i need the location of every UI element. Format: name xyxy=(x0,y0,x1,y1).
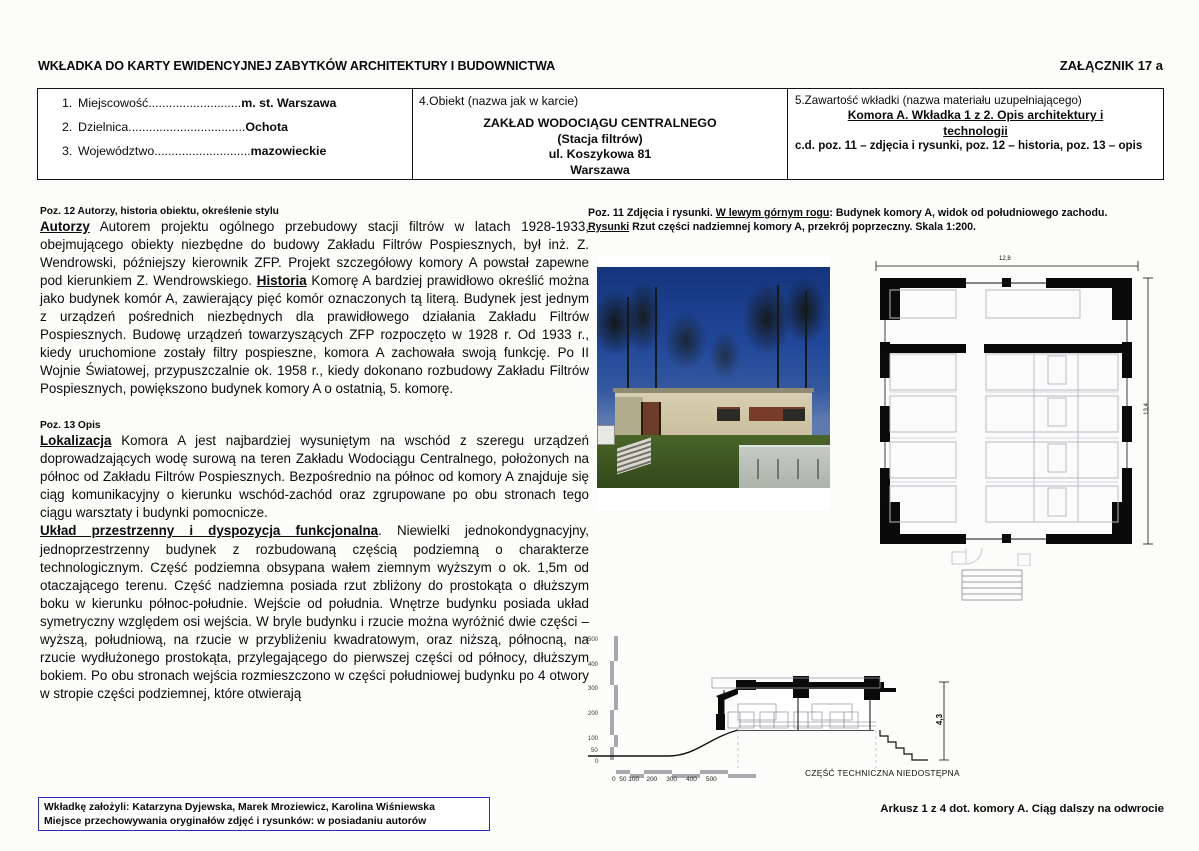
vscale-tick-0: 0 xyxy=(595,759,599,765)
row-number: 2. xyxy=(62,120,73,134)
annex-number: ZAŁĄCZNIK 17 a xyxy=(1059,58,1163,73)
photo-window xyxy=(749,407,783,421)
vscale-tick-100: 100 xyxy=(588,736,599,742)
row-label: Województwo xyxy=(78,144,155,158)
vscale-tick-300: 300 xyxy=(588,686,599,692)
photo-tree-trunk xyxy=(655,287,657,397)
photo-tree-trunk xyxy=(805,291,807,395)
photo-tree-trunk xyxy=(777,285,779,397)
footer-authors: Wkładkę założyli: Katarzyna Dyjewska, Marek Mroziewicz, Karolina Wiśniewska xyxy=(44,802,435,813)
object-name-block xyxy=(419,116,781,178)
identity-table xyxy=(37,88,1164,180)
floor-plan-drawing xyxy=(866,256,1156,566)
object-field-label: 4.Obiekt (nazwa jak w karcie) xyxy=(419,94,579,108)
row-value: Ochota xyxy=(245,120,289,134)
plan-width-dimension: 12,8 xyxy=(999,256,1011,262)
table-row xyxy=(48,144,402,158)
poz12-label: Poz. 12 Autorzy, historia obiektu, określenie stylu xyxy=(40,206,279,217)
poz13-paragraph xyxy=(40,432,589,702)
row-dots: ............................ xyxy=(154,144,251,158)
row-number: 3. xyxy=(62,144,73,158)
table-row xyxy=(48,120,402,134)
section-caption: CZĘŚĆ TECHNICZNA NIEDOSTĘPNA xyxy=(805,768,960,778)
poz11-line1-rest: : Budynek komory A, widok od południowego zachodu. xyxy=(829,207,1108,219)
right-figures-column xyxy=(588,207,1166,234)
poz11-line1 xyxy=(588,207,1166,221)
photo-concrete-wall xyxy=(739,445,830,488)
rysunki-text: Rzut części nadziemnej komory A, przekrój poprzeczny. Skala 1:200. xyxy=(629,220,976,233)
lokalizacja-text: Komora A jest najbardziej wysuniętym na wschód z szeregu urządzeń doprowadzających wodę surową na teren Zakładu Wodociągu Centralnego, położonych na północ od Zakładu Filtrów Pospiesznych. Bezpośrednio na północ od komory A znajduje się ciąg komunikacyjny o kierunku wschód-zachód oraz zgrupowane po obu stronach tego ciągu warsztaty i budynki pomocnicze. xyxy=(40,433,589,521)
content-title-line1: Komora A. Wkładka 1 z 2. Opis architektury i xyxy=(847,108,1104,123)
row-dots: ........................... xyxy=(148,96,242,110)
photo-entrance-door xyxy=(641,402,661,438)
autorzy-heading: Autorzy xyxy=(40,219,90,234)
left-text-column xyxy=(40,206,589,703)
poz11-label: Poz. 11 Zdjęcia i rysunki. xyxy=(588,207,713,219)
object-name: ZAKŁAD WODOCIĄGU CENTRALNEGO xyxy=(483,116,717,130)
photo-tree-trunk xyxy=(627,297,629,397)
photo-window xyxy=(783,407,805,421)
vscale-tick-50: 50 xyxy=(591,748,598,754)
content-title-line2: technologii xyxy=(943,123,1008,138)
row-label: Miejscowość xyxy=(78,96,149,110)
uklad-text: . Niewielki jednokondygnacyjny, jednoprzestrzenny budynek z rozbudowaną częścią podziemną o charakterze technologicznym. Część podziemna obsypana wałem ziemnym wyższym o ok. 1,5m od otaczającego terenu. Część nadziemna posiada rzut zbliżony do prostokąta o dłuższym boku w kierunku północ-południe. Wejście od południa. Wnętrze budynku posiada układ symetryczny względem osi wejścia. W bryle budynku i rzucie można wyróżnić dwie części – wyższą, południową, na rzucie w przybliżeniu kwadratowym, oraz niższą, północną, na rzucie wydłużonego prostokąta, przylegającego do pierwszej części od północy, dłuższym bokiem. Po obu stronach wejścia rozmieszczono w części południowej budynku po 4 otwory w stropie części podziemnej, które otwierają xyxy=(40,523,589,701)
autorzy-text: Autorem projektu ogólnego przebudowy stacji filtrów w latach 1928-1933, obejmującego obiekty niezbędne do budowy Zakładu Filtrów Pospiesznych, był inż. Z. Wendrowski, późniejszy kierownik ZFP. Projekt szczegółowy komory A powstał zapewne pod kierunkiem Z. Wendrowskiego. xyxy=(40,219,589,289)
vscale-tick-400: 400 xyxy=(588,662,599,668)
cross-section-drawing xyxy=(588,630,1166,783)
identity-cell-object xyxy=(413,89,788,179)
hscale-ticks: 0 50 100 200 300 400 500 xyxy=(612,776,717,783)
content-detail: c.d. poz. 11 – zdjęcia i rysunki, poz. 12 – historia, poz. 13 – opis xyxy=(795,139,1143,153)
photo-building-side xyxy=(615,397,643,439)
footer-storage: Miejsce przechowywania oryginałów zdjęć i rysunków: w posiadaniu autorów xyxy=(44,815,427,827)
rysunki-heading: Rysunki xyxy=(588,220,630,233)
footer-authors-box xyxy=(38,797,490,831)
content-field-label: 5.Zawartość wkładki (nazwa materiału uzupełniającego) xyxy=(795,94,1082,107)
page-title: WKŁADKA DO KARTY EWIDENCYJNEJ ZABYTKÓW ARCHITEKTURY I BUDOWNICTWA xyxy=(38,59,556,73)
row-value: mazowieckie xyxy=(250,144,327,158)
cross-section-svg xyxy=(588,630,1166,780)
vscale-tick-500: 500 xyxy=(588,637,599,643)
poz12-paragraph xyxy=(40,218,589,398)
photo-white-object xyxy=(597,425,615,445)
uklad-heading: Układ przestrzenny i dyspozycja funkcjonalna xyxy=(40,523,379,539)
vscale-tick-200: 200 xyxy=(588,711,599,717)
section-height-dimension: 4,3 xyxy=(935,713,945,726)
identity-cell-content xyxy=(788,89,1163,179)
lokalizacja-heading: Lokalizacja xyxy=(40,433,112,449)
photo-frame xyxy=(597,256,830,510)
row-label: Dzielnica xyxy=(78,120,129,134)
poz11-corner-underline: W lewym górnym rogu xyxy=(715,207,830,219)
row-number: 1. xyxy=(62,96,73,110)
table-row xyxy=(48,96,402,110)
row-dots: .................................. xyxy=(128,120,246,134)
poz13-label: Poz. 13 Opis xyxy=(40,420,101,432)
historia-heading: Historia xyxy=(256,273,307,289)
footer-sheet-note: Arkusz 1 z 4 dot. komory A. Ciąg dalszy na odwrocie xyxy=(880,803,1164,815)
object-city: Warszawa xyxy=(570,162,630,177)
plan-height-dimension: 13,4 xyxy=(1143,403,1150,415)
building-photograph xyxy=(597,267,830,488)
floor-plan-svg xyxy=(866,256,1156,566)
plan-stairs-detail xyxy=(960,566,1030,612)
document-header xyxy=(38,58,1163,73)
row-value: m. st. Warszawa xyxy=(241,96,337,110)
historia-text: Komorę A bardziej prawidłowo określić można jako budynek komór A, zawierający pięć komór oznaczonych tą literą. Budynek jest jednym z urządzeń pośrednich niezbędnych dla prawidłowego działania Zakładu Filtrów Pospiesznych. Budowę urządzeń towarzyszących ZFP rozpoczęto w 1928 r. Od 1933 r., kiedy uruchomione zostały filtry pospieszne, komora A zachowała swoją funkcję. Po II Wojnie Światowej, przypuszczalnie ok. 1958 r., kiedy dokonano rozbudowy Zakładu Filtrów Pospiesznych, powiększono budynek komory A o ostatnią, 5. komorę. xyxy=(40,273,590,397)
photo-window xyxy=(717,407,740,421)
poz11-line2 xyxy=(588,221,1166,235)
identity-cell-location xyxy=(38,89,413,179)
object-street: ul. Koszykowa 81 xyxy=(548,147,652,161)
section-spacer xyxy=(40,398,589,420)
object-subtitle: (Stacja filtrów) xyxy=(557,131,643,146)
